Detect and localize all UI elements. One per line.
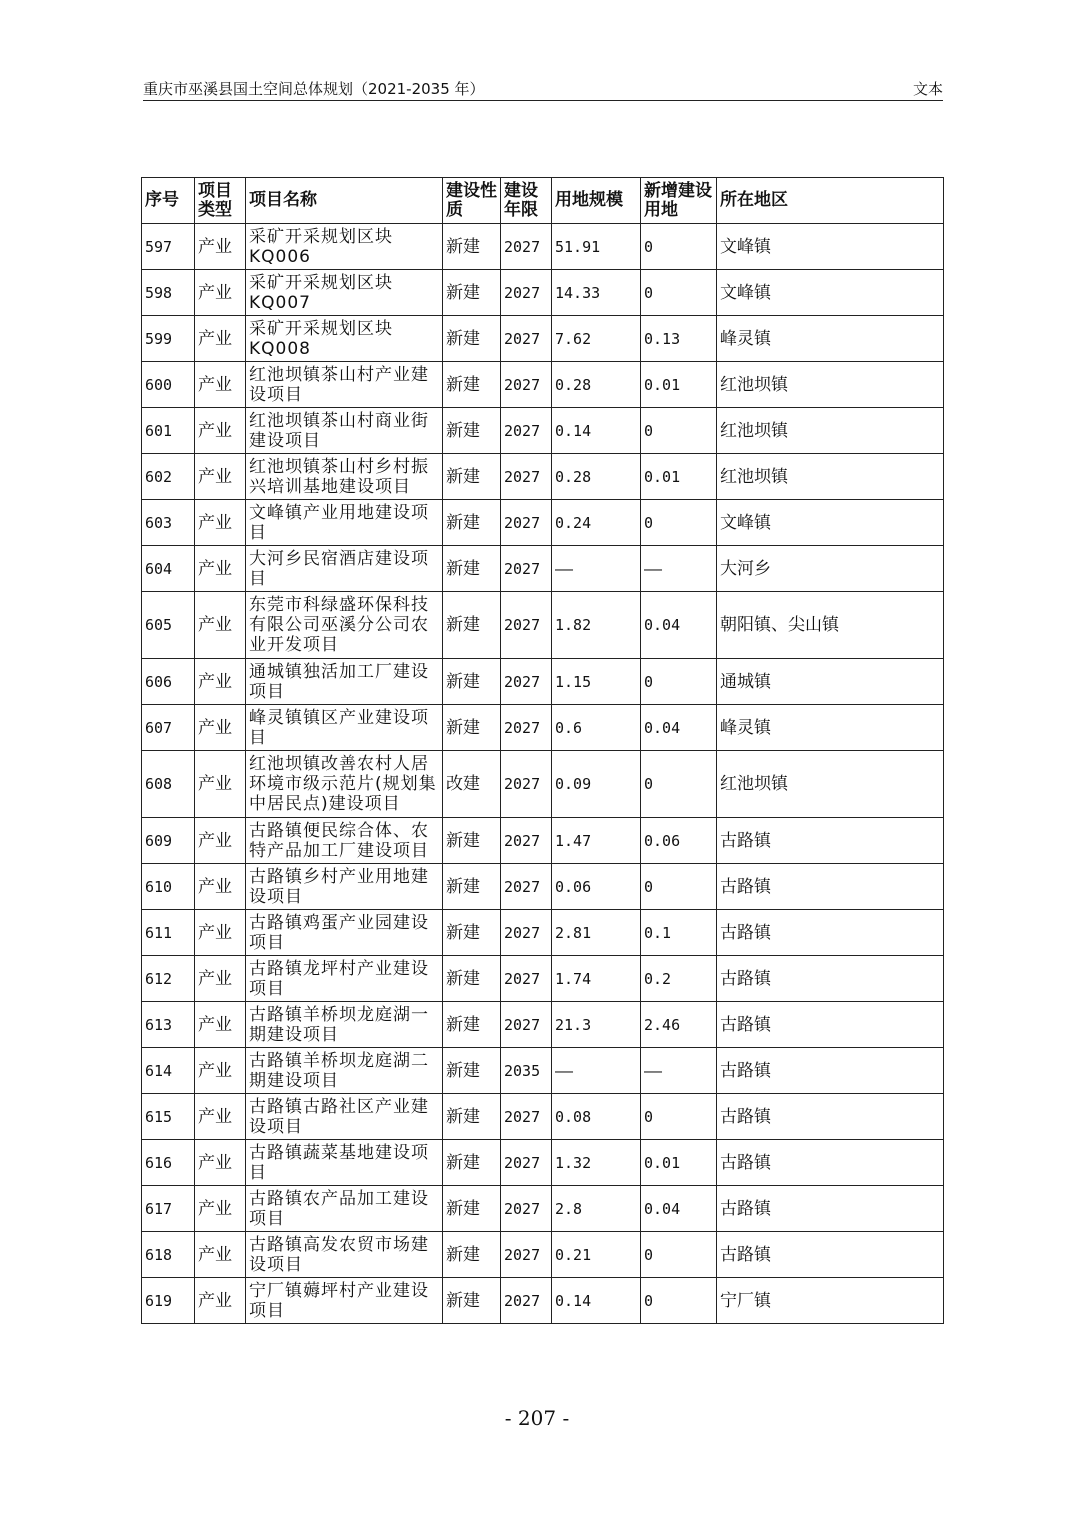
cell-nature: 新建 — [443, 1140, 501, 1186]
cell-nature: 新建 — [443, 316, 501, 362]
cell-area: 0.28 — [552, 362, 641, 408]
table-row — [142, 500, 944, 546]
cell-year: 2027 — [501, 1232, 552, 1278]
document-title: 重庆市巫溪县国土空间总体规划（2021-2035 年） — [143, 80, 485, 98]
cell-number: 608 — [142, 751, 195, 818]
cell-area: —— — [552, 1048, 641, 1094]
cell-number: 598 — [142, 270, 195, 316]
cell-number: 613 — [142, 1002, 195, 1048]
cell-number: 604 — [142, 546, 195, 592]
cell-project-name: 古路镇羊桥坝龙庭湖一期建设项目 — [246, 1002, 443, 1048]
cell-region: 文峰镇 — [717, 500, 944, 546]
cell-nature: 新建 — [443, 454, 501, 500]
cell-number: 601 — [142, 408, 195, 454]
cell-new-area: 2.46 — [641, 1002, 717, 1048]
table-row — [142, 316, 944, 362]
cell-new-area: 0 — [641, 500, 717, 546]
cell-year: 2027 — [501, 546, 552, 592]
cell-type: 产业 — [195, 500, 246, 546]
cell-region: 古路镇 — [717, 1140, 944, 1186]
cell-nature: 新建 — [443, 270, 501, 316]
cell-nature: 新建 — [443, 1278, 501, 1324]
cell-nature: 新建 — [443, 818, 501, 864]
cell-type: 产业 — [195, 956, 246, 1002]
table-row — [142, 270, 944, 316]
cell-region: 古路镇 — [717, 1232, 944, 1278]
cell-nature: 新建 — [443, 1232, 501, 1278]
table-row — [142, 1232, 944, 1278]
cell-new-area: 0 — [641, 864, 717, 910]
cell-year: 2027 — [501, 454, 552, 500]
cell-region: 古路镇 — [717, 910, 944, 956]
cell-region: 红池坝镇 — [717, 408, 944, 454]
cell-nature: 新建 — [443, 546, 501, 592]
table-row — [142, 408, 944, 454]
cell-new-area: 0.04 — [641, 705, 717, 751]
cell-year: 2027 — [501, 1278, 552, 1324]
cell-type: 产业 — [195, 818, 246, 864]
table-header-row — [142, 178, 944, 224]
table-row — [142, 546, 944, 592]
cell-number: 603 — [142, 500, 195, 546]
cell-number: 616 — [142, 1140, 195, 1186]
cell-project-name: 东莞市科绿盛环保科技有限公司巫溪分公司农业开发项目 — [246, 592, 443, 659]
cell-number: 618 — [142, 1232, 195, 1278]
cell-new-area: 0 — [641, 659, 717, 705]
cell-project-name: 红池坝镇茶山村产业建设项目 — [246, 362, 443, 408]
cell-nature: 新建 — [443, 1094, 501, 1140]
cell-number: 611 — [142, 910, 195, 956]
cell-nature: 新建 — [443, 659, 501, 705]
cell-year: 2027 — [501, 1186, 552, 1232]
cell-number: 614 — [142, 1048, 195, 1094]
cell-new-area: 0.2 — [641, 956, 717, 1002]
cell-area: 0.6 — [552, 705, 641, 751]
cell-project-name: 古路镇古路社区产业建设项目 — [246, 1094, 443, 1140]
cell-region: 古路镇 — [717, 1094, 944, 1140]
table-row — [142, 818, 944, 864]
cell-number: 600 — [142, 362, 195, 408]
cell-year: 2027 — [501, 224, 552, 270]
cell-type: 产业 — [195, 705, 246, 751]
cell-number: 609 — [142, 818, 195, 864]
cell-project-name: 古路镇便民综合体、农特产品加工厂建设项目 — [246, 818, 443, 864]
cell-region: 古路镇 — [717, 818, 944, 864]
cell-project-name: 古路镇羊桥坝龙庭湖二期建设项目 — [246, 1048, 443, 1094]
cell-year: 2027 — [501, 1140, 552, 1186]
table-row — [142, 1186, 944, 1232]
cell-new-area: 0 — [641, 751, 717, 818]
table-row — [142, 751, 944, 818]
cell-nature: 新建 — [443, 224, 501, 270]
table-row — [142, 1002, 944, 1048]
table-row — [142, 592, 944, 659]
column-header-type: 项目类型 — [195, 178, 246, 224]
table-row — [142, 454, 944, 500]
cell-type: 产业 — [195, 270, 246, 316]
cell-new-area: 0 — [641, 1094, 717, 1140]
cell-type: 产业 — [195, 454, 246, 500]
cell-year: 2027 — [501, 1002, 552, 1048]
cell-type: 产业 — [195, 910, 246, 956]
cell-project-name: 采矿开采规划区块KQ007 — [246, 270, 443, 316]
table-row — [142, 1094, 944, 1140]
cell-year: 2035 — [501, 1048, 552, 1094]
cell-new-area: 0.01 — [641, 1140, 717, 1186]
cell-area: 7.62 — [552, 316, 641, 362]
cell-area: 1.15 — [552, 659, 641, 705]
cell-area: 14.33 — [552, 270, 641, 316]
column-header-nature: 建设性质 — [443, 178, 501, 224]
cell-number: 606 — [142, 659, 195, 705]
cell-project-name: 宁厂镇薅坪村产业建设项目 — [246, 1278, 443, 1324]
cell-year: 2027 — [501, 500, 552, 546]
cell-area: 0.06 — [552, 864, 641, 910]
cell-region: 红池坝镇 — [717, 751, 944, 818]
cell-region: 古路镇 — [717, 1002, 944, 1048]
cell-year: 2027 — [501, 956, 552, 1002]
cell-new-area: 0.04 — [641, 1186, 717, 1232]
table-row — [142, 864, 944, 910]
cell-type: 产业 — [195, 659, 246, 705]
cell-year: 2027 — [501, 270, 552, 316]
cell-type: 产业 — [195, 864, 246, 910]
cell-type: 产业 — [195, 1140, 246, 1186]
cell-year: 2027 — [501, 592, 552, 659]
cell-area: 51.91 — [552, 224, 641, 270]
column-header-year: 建设年限 — [501, 178, 552, 224]
cell-new-area: 0 — [641, 1232, 717, 1278]
cell-number: 619 — [142, 1278, 195, 1324]
table-row — [142, 659, 944, 705]
cell-new-area: 0 — [641, 1278, 717, 1324]
cell-area: 2.81 — [552, 910, 641, 956]
cell-nature: 新建 — [443, 1048, 501, 1094]
cell-area: 21.3 — [552, 1002, 641, 1048]
table-row — [142, 1278, 944, 1324]
project-table — [141, 177, 944, 1324]
cell-region: 大河乡 — [717, 546, 944, 592]
cell-nature: 改建 — [443, 751, 501, 818]
cell-project-name: 文峰镇产业用地建设项目 — [246, 500, 443, 546]
cell-new-area: 0.13 — [641, 316, 717, 362]
cell-project-name: 红池坝镇茶山村商业街建设项目 — [246, 408, 443, 454]
cell-region: 通城镇 — [717, 659, 944, 705]
cell-type: 产业 — [195, 751, 246, 818]
cell-area: 2.8 — [552, 1186, 641, 1232]
cell-area: 0.08 — [552, 1094, 641, 1140]
cell-project-name: 采矿开采规划区块KQ006 — [246, 224, 443, 270]
cell-region: 文峰镇 — [717, 224, 944, 270]
cell-new-area: 0 — [641, 408, 717, 454]
cell-nature: 新建 — [443, 362, 501, 408]
table-body — [142, 224, 944, 1324]
table-row — [142, 910, 944, 956]
cell-type: 产业 — [195, 1186, 246, 1232]
cell-area: 0.21 — [552, 1232, 641, 1278]
document-section-label: 文本 — [912, 80, 943, 98]
cell-number: 617 — [142, 1186, 195, 1232]
cell-project-name: 古路镇龙坪村产业建设项目 — [246, 956, 443, 1002]
cell-new-area: —— — [641, 1048, 717, 1094]
cell-new-area: 0.01 — [641, 454, 717, 500]
cell-project-name: 古路镇高发农贸市场建设项目 — [246, 1232, 443, 1278]
cell-area: 1.47 — [552, 818, 641, 864]
cell-new-area: 0.01 — [641, 362, 717, 408]
cell-number: 605 — [142, 592, 195, 659]
cell-region: 古路镇 — [717, 1048, 944, 1094]
table-row — [142, 1048, 944, 1094]
page-number: - 207 - — [504, 1406, 570, 1430]
cell-number: 612 — [142, 956, 195, 1002]
cell-nature: 新建 — [443, 705, 501, 751]
cell-project-name: 古路镇乡村产业用地建设项目 — [246, 864, 443, 910]
cell-region: 红池坝镇 — [717, 362, 944, 408]
cell-nature: 新建 — [443, 1186, 501, 1232]
cell-project-name: 古路镇蔬菜基地建设项目 — [246, 1140, 443, 1186]
cell-region: 宁厂镇 — [717, 1278, 944, 1324]
cell-region: 朝阳镇、尖山镇 — [717, 592, 944, 659]
cell-number: 602 — [142, 454, 195, 500]
column-header-area: 用地规模 — [552, 178, 641, 224]
cell-nature: 新建 — [443, 592, 501, 659]
cell-nature: 新建 — [443, 864, 501, 910]
cell-region: 红池坝镇 — [717, 454, 944, 500]
cell-year: 2027 — [501, 705, 552, 751]
cell-region: 峰灵镇 — [717, 316, 944, 362]
cell-area: 1.32 — [552, 1140, 641, 1186]
cell-project-name: 古路镇鸡蛋产业园建设项目 — [246, 910, 443, 956]
table-row — [142, 1140, 944, 1186]
cell-region: 古路镇 — [717, 864, 944, 910]
cell-type: 产业 — [195, 316, 246, 362]
cell-nature: 新建 — [443, 956, 501, 1002]
table-row — [142, 362, 944, 408]
cell-new-area: —— — [641, 546, 717, 592]
cell-year: 2027 — [501, 864, 552, 910]
cell-type: 产业 — [195, 224, 246, 270]
cell-area: 0.28 — [552, 454, 641, 500]
cell-project-name: 古路镇农产品加工建设项目 — [246, 1186, 443, 1232]
cell-area: 1.82 — [552, 592, 641, 659]
cell-nature: 新建 — [443, 1002, 501, 1048]
cell-area: 0.24 — [552, 500, 641, 546]
cell-project-name: 通城镇独活加工厂建设项目 — [246, 659, 443, 705]
cell-type: 产业 — [195, 408, 246, 454]
column-header-region: 所在地区 — [717, 178, 944, 224]
cell-type: 产业 — [195, 362, 246, 408]
cell-type: 产业 — [195, 1232, 246, 1278]
column-header-name: 项目名称 — [246, 178, 443, 224]
column-header-number: 序号 — [142, 178, 195, 224]
cell-year: 2027 — [501, 408, 552, 454]
cell-area: 1.74 — [552, 956, 641, 1002]
cell-number: 599 — [142, 316, 195, 362]
table-row — [142, 224, 944, 270]
cell-nature: 新建 — [443, 500, 501, 546]
cell-new-area: 0 — [641, 270, 717, 316]
cell-region: 文峰镇 — [717, 270, 944, 316]
cell-number: 615 — [142, 1094, 195, 1140]
cell-year: 2027 — [501, 362, 552, 408]
cell-region: 古路镇 — [717, 956, 944, 1002]
cell-type: 产业 — [195, 546, 246, 592]
cell-type: 产业 — [195, 592, 246, 659]
cell-project-name: 峰灵镇镇区产业建设项目 — [246, 705, 443, 751]
cell-number: 610 — [142, 864, 195, 910]
cell-nature: 新建 — [443, 910, 501, 956]
cell-year: 2027 — [501, 659, 552, 705]
cell-year: 2027 — [501, 1094, 552, 1140]
cell-nature: 新建 — [443, 408, 501, 454]
cell-year: 2027 — [501, 818, 552, 864]
page-header — [143, 78, 943, 101]
cell-area: 0.14 — [552, 408, 641, 454]
cell-type: 产业 — [195, 1094, 246, 1140]
cell-type: 产业 — [195, 1048, 246, 1094]
cell-year: 2027 — [501, 910, 552, 956]
cell-number: 597 — [142, 224, 195, 270]
cell-new-area: 0.1 — [641, 910, 717, 956]
cell-new-area: 0 — [641, 224, 717, 270]
cell-type: 产业 — [195, 1002, 246, 1048]
cell-area: —— — [552, 546, 641, 592]
cell-region: 峰灵镇 — [717, 705, 944, 751]
cell-project-name: 大河乡民宿酒店建设项目 — [246, 546, 443, 592]
cell-region: 古路镇 — [717, 1186, 944, 1232]
cell-number: 607 — [142, 705, 195, 751]
cell-area: 0.09 — [552, 751, 641, 818]
cell-project-name: 采矿开采规划区块KQ008 — [246, 316, 443, 362]
cell-year: 2027 — [501, 751, 552, 818]
cell-project-name: 红池坝镇茶山村乡村振兴培训基地建设项目 — [246, 454, 443, 500]
column-header-new-area: 新增建设用地 — [641, 178, 717, 224]
table-row — [142, 705, 944, 751]
cell-new-area: 0.06 — [641, 818, 717, 864]
table-row — [142, 956, 944, 1002]
cell-project-name: 红池坝镇改善农村人居环境市级示范片(规划集中居民点)建设项目 — [246, 751, 443, 818]
cell-year: 2027 — [501, 316, 552, 362]
cell-area: 0.14 — [552, 1278, 641, 1324]
cell-type: 产业 — [195, 1278, 246, 1324]
cell-new-area: 0.04 — [641, 592, 717, 659]
